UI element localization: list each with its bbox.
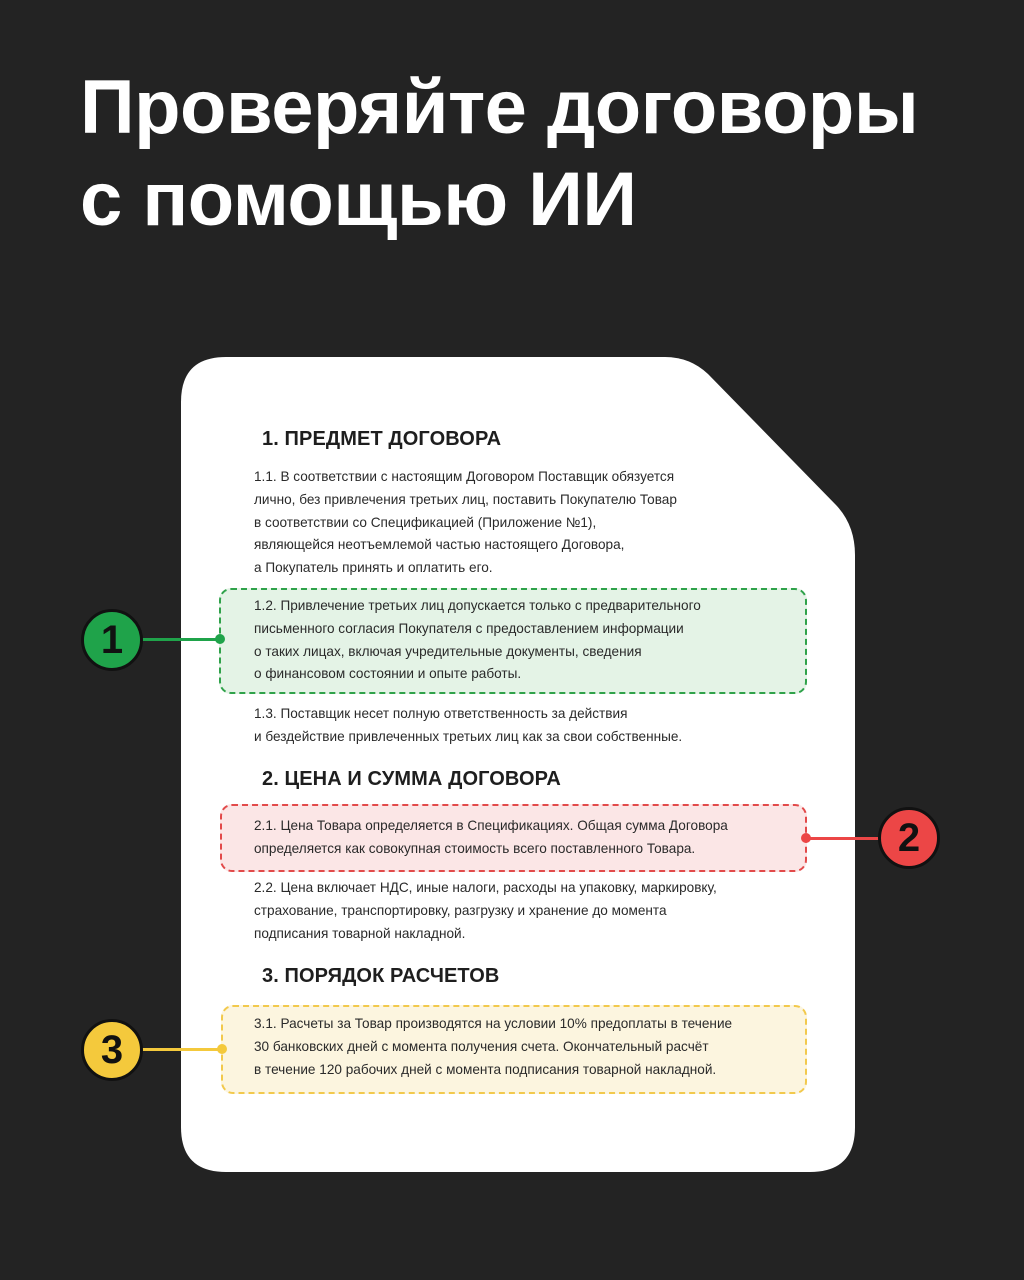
marker-2-dot <box>801 833 811 843</box>
marker-1-connector <box>142 638 220 641</box>
clause-1-3-line: и бездействие привлеченных третьих лиц как за свои собственные. <box>254 728 683 744</box>
section-3-title: 3. ПОРЯДОК РАСЧЕТОВ <box>262 965 500 987</box>
clause-1-3-line: 1.3. Поставщик несет полную ответственность за действия <box>254 706 628 721</box>
clause-3-1-line: 30 банковских дней с момента получения счета. Окончательный расчёт <box>254 1038 709 1054</box>
section-1-title: 1. ПРЕДМЕТ ДОГОВОРА <box>262 428 502 450</box>
clause-2-2-line: страхование, транспортировку, разгрузку и хранение до момента <box>254 902 667 918</box>
clause-1-3 <box>254 703 794 749</box>
clause-1-1-line: являющейся неотъемлемой частью настоящего Договора, <box>254 537 625 553</box>
marker-2: 2 <box>878 807 940 869</box>
clause-1-2 <box>254 595 794 686</box>
clause-1-1-line: 1.1. В соответствии с настоящим Договором Поставщик обязуется <box>254 469 675 484</box>
clause-1-2-line: о финансовом состоянии и опыте работы. <box>254 666 522 682</box>
clause-1-2-line: 1.2. Привлечение третьих лиц допускается только с предварительного <box>254 598 701 613</box>
marker-2-connector <box>806 837 882 840</box>
marker-3-dot <box>217 1044 227 1054</box>
headline-line-2: с помощью ИИ <box>80 157 637 242</box>
clause-1-2-line: о таких лицах, включая учредительные документы, сведения <box>254 643 642 659</box>
marker-1-dot <box>215 634 225 644</box>
clause-3-1-line: 3.1. Расчеты за Товар производятся на условии 10% предоплаты в течение <box>254 1016 733 1031</box>
clause-1-2-line: письменного согласия Покупателя с предоставлением информации <box>254 620 684 636</box>
clause-1-1-line: лично, без привлечения третьих лиц, поставить Покупателю Товар <box>254 491 677 507</box>
clause-2-2 <box>254 877 794 945</box>
marker-3: 3 <box>81 1019 143 1081</box>
clause-1-1-line: а Покупатель принять и оплатить его. <box>254 560 493 576</box>
clause-2-1-line: определяется как совокупная стоимость всего поставленного Товара. <box>254 840 696 856</box>
clause-3-1 <box>254 1013 794 1081</box>
clause-1-1-line: в соответствии со Спецификацией (Приложение №1), <box>254 514 597 530</box>
clause-2-1-line: 2.1. Цена Товара определяется в Спецификациях. Общая сумма Договора <box>254 818 728 833</box>
clause-1-1 <box>254 466 794 580</box>
headline-line-1: Проверяйте договоры <box>80 65 919 150</box>
clause-2-2-line: подписания товарной накладной. <box>254 925 466 941</box>
clause-2-2-line: 2.2. Цена включает НДС, иные налоги, расходы на упаковку, маркировку, <box>254 880 717 895</box>
clause-3-1-line: в течение 120 рабочих дней с момента подписания товарной накладной. <box>254 1061 717 1077</box>
marker-1: 1 <box>81 609 143 671</box>
clause-2-1 <box>254 815 794 861</box>
section-2-title: 2. ЦЕНА И СУММА ДОГОВОРА <box>262 768 561 790</box>
marker-3-connector <box>142 1048 222 1051</box>
